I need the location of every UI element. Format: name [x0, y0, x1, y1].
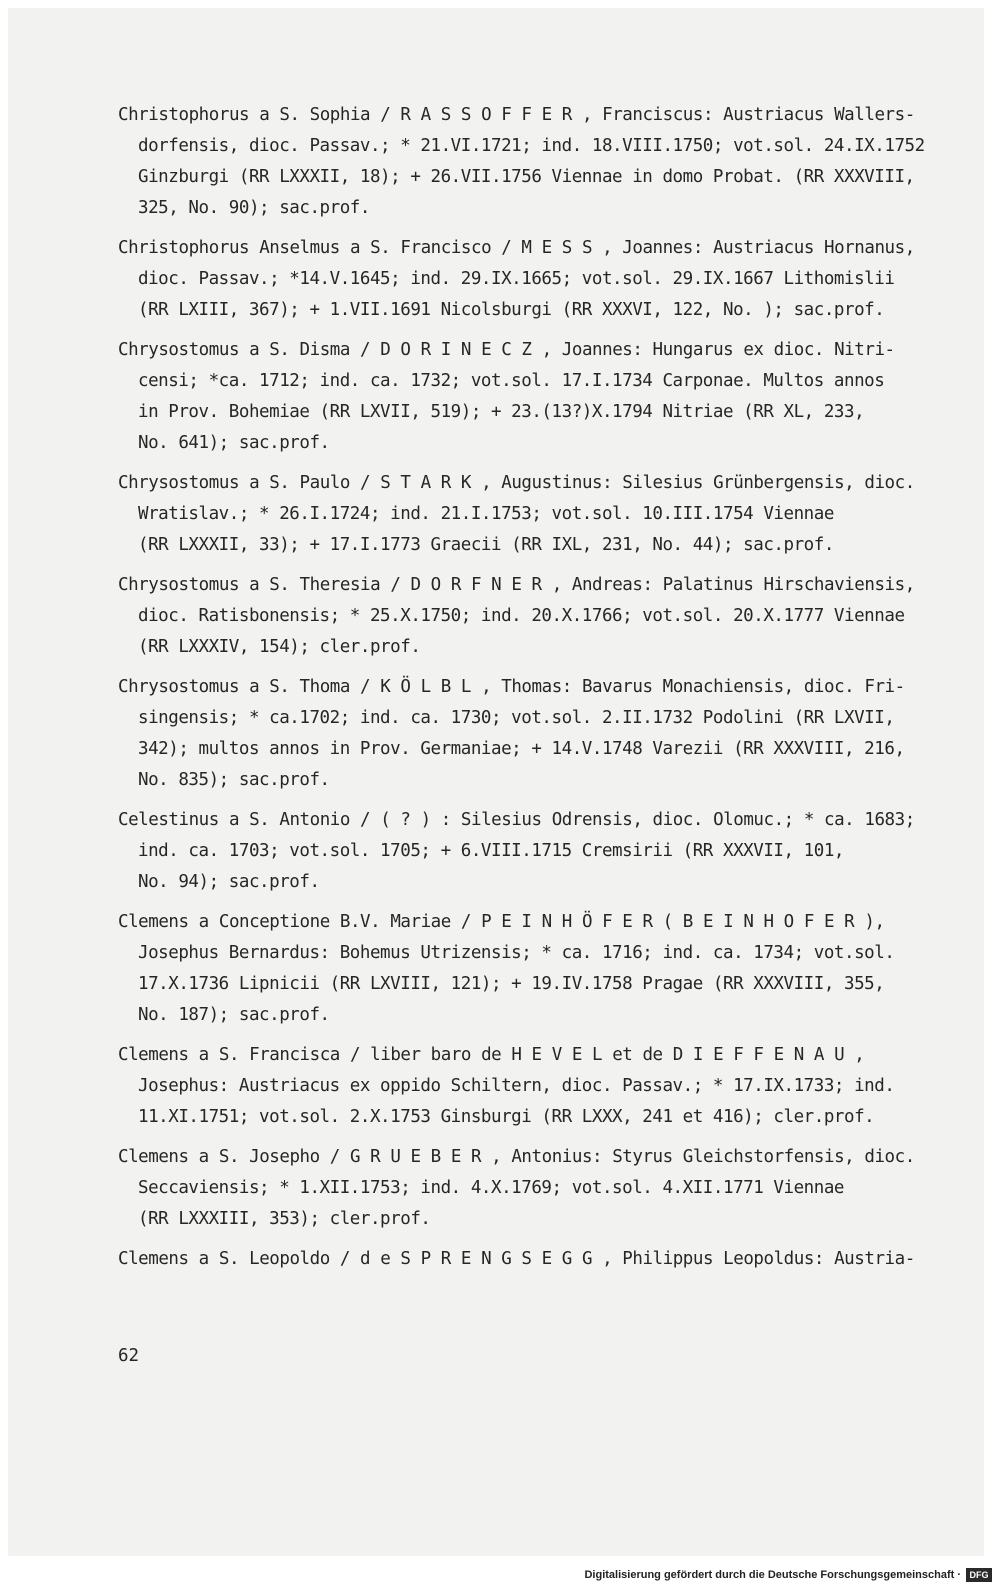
entry-line: Chrysostomus a S. Paulo / S T A R K , Augustinus: Silesius Grünbergensis, dioc.: [118, 473, 915, 493]
register-entry: [118, 100, 938, 224]
entry-line: dioc. Ratisbonensis; * 25.X.1750; ind. 20.X.1766; vot.sol. 20.X.1777 Viennae: [138, 606, 905, 626]
entry-line: No. 835); sac.prof.: [138, 770, 330, 790]
register-entry: [118, 1244, 938, 1275]
scanned-page: [8, 8, 984, 1556]
entry-line: ind. ca. 1703; vot.sol. 1705; + 6.VIII.1715 Cremsirii (RR XXXVII, 101,: [138, 841, 845, 861]
entry-line: singensis; * ca.1702; ind. ca. 1730; vot.sol. 2.II.1732 Podolini (RR LXVII,: [138, 708, 895, 728]
entry-line: 342); multos annos in Prov. Germaniae; + 14.V.1748 Varezii (RR XXXVIII, 216,: [138, 739, 905, 759]
entry-line: No. 94); sac.prof.: [138, 872, 320, 892]
entry-line: (RR LXIII, 367); + 1.VII.1691 Nicolsburgi (RR XXXVI, 122, No. ); sac.prof.: [138, 300, 885, 320]
entry-line: No. 187); sac.prof.: [138, 1005, 330, 1025]
register-entry: [118, 468, 938, 561]
register-entry: [118, 805, 938, 898]
register-entries: [118, 100, 938, 1284]
register-entry: [118, 672, 938, 796]
entry-line: (RR LXXXII, 33); + 17.I.1773 Graecii (RR IXL, 231, No. 44); sac.prof.: [138, 535, 834, 555]
entry-line: (RR LXXXIII, 353); cler.prof.: [138, 1209, 431, 1229]
entry-line: Chrysostomus a S. Theresia / D O R F N E R , Andreas: Palatinus Hirschaviensis,: [118, 575, 915, 595]
entry-line: Chrysostomus a S. Thoma / K Ö L B L , Thomas: Bavarus Monachiensis, dioc. Fri-: [118, 677, 905, 697]
register-entry: [118, 570, 938, 663]
page-number: 62: [118, 1346, 140, 1366]
entry-line: Clemens a S. Josepho / G R U E B E R , Antonius: Styrus Gleichstorfensis, dioc.: [118, 1147, 915, 1167]
entry-line: Christophorus a S. Sophia / R A S S O F F E R , Franciscus: Austriacus Wallers-: [118, 105, 915, 125]
register-entry: [118, 335, 938, 459]
entry-line: dorfensis, dioc. Passav.; * 21.VI.1721; ind. 18.VIII.1750; vot.sol. 24.IX.1752: [138, 136, 925, 156]
entry-line: 17.X.1736 Lipnicii (RR LXVIII, 121); + 19.IV.1758 Pragae (RR XXXVIII, 355,: [138, 974, 885, 994]
entry-line: 325, No. 90); sac.prof.: [138, 198, 370, 218]
entry-line: (RR LXXXIV, 154); cler.prof.: [138, 637, 421, 657]
entry-line: Celestinus a S. Antonio / ( ? ) : Silesius Odrensis, dioc. Olomuc.; * ca. 1683;: [118, 810, 915, 830]
register-entry: [118, 1142, 938, 1235]
register-entry: [118, 1040, 938, 1133]
footer-credit: Digitalisierung gefördert durch die Deutsche Forschungsgemeinschaft ·: [584, 1569, 961, 1581]
entry-line: Chrysostomus a S. Disma / D O R I N E C Z , Joannes: Hungarus ex dioc. Nitri-: [118, 340, 895, 360]
register-entry: [118, 907, 938, 1031]
register-entry: [118, 233, 938, 326]
entry-line: in Prov. Bohemiae (RR LXVII, 519); + 23.(13?)X.1794 Nitriae (RR XL, 233,: [138, 402, 865, 422]
entry-line: Josephus: Austriacus ex oppido Schiltern, dioc. Passav.; * 17.IX.1733; ind.: [138, 1076, 895, 1096]
dfg-logo-icon: DFG: [966, 1568, 992, 1582]
entry-line: Clemens a S. Francisca / liber baro de H E V E L et de D I E F F E N A U ,: [118, 1045, 865, 1065]
entry-line: Clemens a S. Leopoldo / d e S P R E N G S E G G , Philippus Leopoldus: Austria-: [118, 1249, 915, 1269]
entry-line: Josephus Bernardus: Bohemus Utrizensis; * ca. 1716; ind. ca. 1734; vot.sol.: [138, 943, 895, 963]
entry-line: Wratislav.; * 26.I.1724; ind. 21.I.1753; vot.sol. 10.III.1754 Viennae: [138, 504, 834, 524]
entry-line: No. 641); sac.prof.: [138, 433, 330, 453]
entry-line: Seccaviensis; * 1.XII.1753; ind. 4.X.1769; vot.sol. 4.XII.1771 Viennae: [138, 1178, 845, 1198]
entry-line: Clemens a Conceptione B.V. Mariae / P E I N H Ö F E R ( B E I N H O F E R ),: [118, 912, 885, 932]
entry-line: Christophorus Anselmus a S. Francisco / M E S S , Joannes: Austriacus Hornanus,: [118, 238, 915, 258]
entry-line: Ginzburgi (RR LXXXII, 18); + 26.VII.1756 Viennae in domo Probat. (RR XXXVIII,: [138, 167, 915, 187]
entry-line: 11.XI.1751; vot.sol. 2.X.1753 Ginsburgi (RR LXXX, 241 et 416); cler.prof.: [138, 1107, 875, 1127]
digitization-footer: [584, 1568, 992, 1582]
entry-line: dioc. Passav.; *14.V.1645; ind. 29.IX.1665; vot.sol. 29.IX.1667 Lithomislii: [138, 269, 895, 289]
entry-line: censi; *ca. 1712; ind. ca. 1732; vot.sol. 17.I.1734 Carponae. Multos annos: [138, 371, 885, 391]
